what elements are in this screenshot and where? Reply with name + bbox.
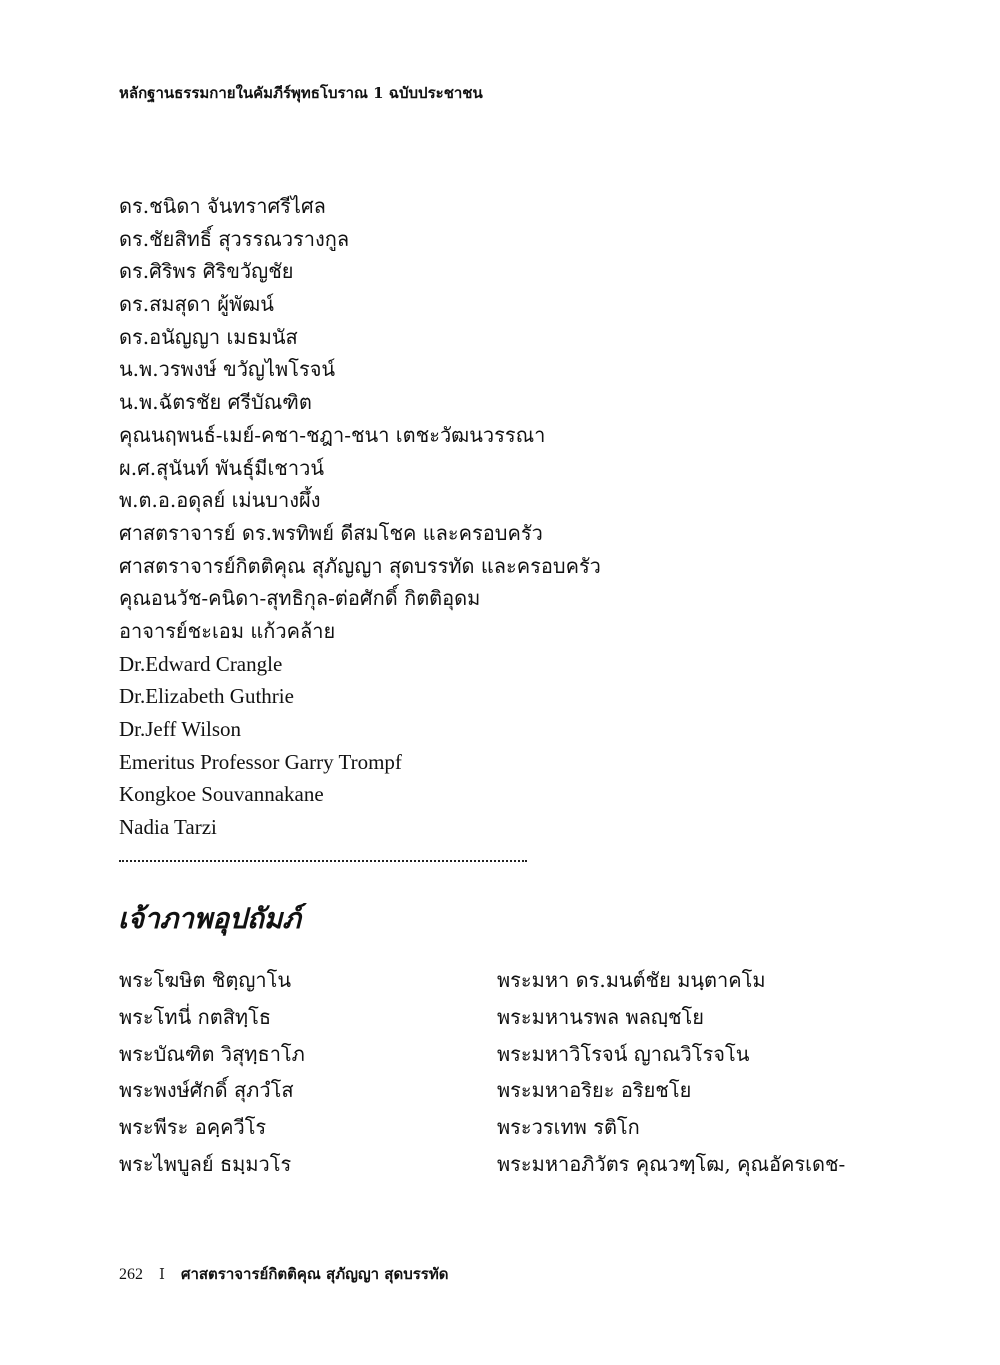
sponsor-list-left [119, 962, 305, 1183]
list-item: พระมหา ดร.มนต์ชัย มนฺตาคโม [497, 968, 766, 992]
section-title: เจ้าภาพอุปถัมภ์ [118, 902, 301, 935]
list-item: พระมหาอภิวัตร คุณวฑฺโฒ, คุณอัครเดช- [497, 1151, 846, 1176]
list-item: พระโทนี่ กตสิทฺโธ [119, 1004, 272, 1029]
list-item: พระพงษ์ศักดิ์ สุภวํโส [119, 1078, 294, 1103]
list-item: พ.ต.อ.อดุลย์ เม่นบางผึ้ง [119, 488, 321, 513]
sponsor-list-right [497, 962, 845, 1183]
list-item: ผ.ศ.สุนันท์ พันธุ์มีเชาวน์ [119, 455, 325, 480]
list-item: น.พ.ฉัตรชัย ศรีบัณฑิต [119, 390, 312, 415]
list-item: ดร.สมสุดา ผู้พัฒน์ [119, 292, 274, 317]
list-item: พระมหาอริยะ อริยชโย [497, 1078, 692, 1103]
list-item: พระโฆษิต ชิตฺญาโน [119, 968, 292, 992]
page-footer [119, 1262, 448, 1286]
list-item: ดร.ชนิดา จันทราศรีไศล [119, 194, 326, 218]
list-item: Dr.Jeff Wilson [119, 717, 242, 741]
list-item: Dr.Edward Crangle [119, 651, 283, 676]
list-item: ดร.ศิริพร ศิริขวัญชัย [119, 259, 294, 284]
list-item: พระวรเทพ รติโก [497, 1115, 640, 1140]
list-item: พระพีระ อคฺควีโร [119, 1115, 267, 1140]
list-item: Emeritus Professor Garry Trompf [119, 749, 402, 774]
list-item: ดร.ชัยสิทธิ์ สุวรรณวรางกูล [119, 226, 350, 251]
acknowledgement-list [119, 190, 601, 844]
list-item: คุณอนวัช-คนิดา-สุทธิกุล-ต่อศักดิ์ กิตติอุดม [119, 586, 481, 611]
list-item: น.พ.วรพงษ์ ขวัญไพโรจน์ [119, 357, 336, 382]
list-item: พระบัณฑิต วิสุทฺธาโภ [119, 1041, 305, 1066]
list-item: ศาสตราจารย์กิตติคุณ สุภัญญา สุดบรรทัด และครอบครัว [119, 553, 601, 578]
footer-author: ศาสตราจารย์กิตติคุณ สุภัญญา สุดบรรทัด [180, 1265, 449, 1283]
list-item: พระมหานรพล พลญฺชโย [497, 1004, 704, 1029]
page-number: 262 [119, 1266, 143, 1283]
list-item: พระไพบูลย์ ธมฺมวโร [119, 1151, 292, 1176]
list-item: คุณนฤพนธ์-เมย์-คชา-ชฎา-ชนา เตชะวัฒนวรรณา [119, 422, 546, 447]
footer-separator: I [159, 1265, 165, 1283]
running-header: หลักฐานธรรมกายในคัมภีร์พุทธโบราณ 1 ฉบับประชาชน [119, 84, 483, 102]
list-item: Dr.Elizabeth Guthrie [119, 684, 294, 709]
list-item: ดร.อนัญญา เมธมนัส [119, 324, 298, 349]
list-item: อาจารย์ชะเอม แก้วคล้าย [119, 618, 336, 643]
list-item: Kongkoe Souvannakane [119, 782, 324, 807]
list-item: Nadia Tarzi [119, 815, 217, 840]
list-item: ศาสตราจารย์ ดร.พรทิพย์ ดีสมโชค และครอบครัว [119, 520, 543, 545]
dotted-divider [119, 860, 527, 862]
list-item: พระมหาวิโรจน์ ญาณวิโรจโน [497, 1041, 750, 1066]
